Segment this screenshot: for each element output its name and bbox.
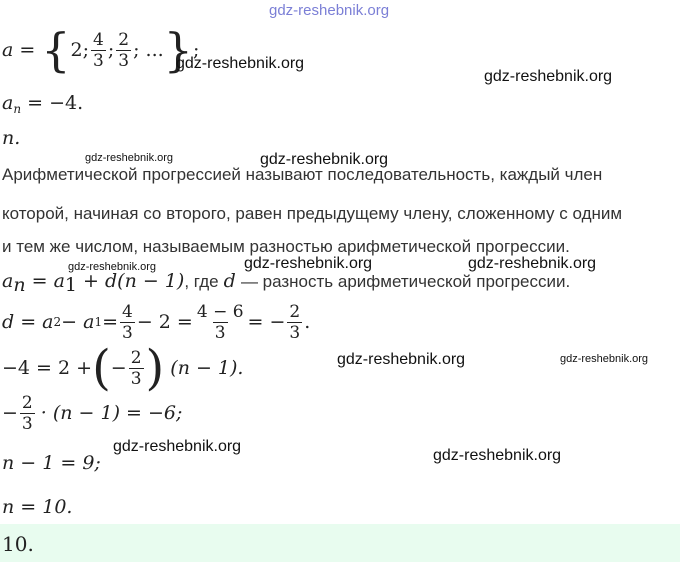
watermark-top: gdz-reshebnik.org (269, 2, 390, 19)
seq-term-3: $\frac{2}{3}$ (118, 29, 130, 71)
watermark: gdz-reshebnik.org (244, 255, 373, 272)
fraction: $\frac{4 - 6}{3}$ (196, 301, 244, 343)
watermark: gdz-reshebnik.org (484, 68, 613, 85)
definition-line-2: которой, начиная со второго, равен предыдущему члену, сложенному с одним (2, 204, 623, 223)
watermark: gdz-reshebnik.org (260, 151, 389, 168)
difference-calc: d = a 2 − a 1 = $\frac{4}{3}$ − 2 = $\frac{4 - 6}{3}$ = − $\frac{2}{3}$ . (2, 301, 311, 343)
watermark: gdz-reshebnik.org (176, 55, 305, 72)
watermark: gdz-reshebnik.org (337, 351, 466, 368)
general-formula: $a_n = a_1 + d(n - 1)$, где d — разность арифметической прогрессии. (2, 270, 571, 296)
left-brace: { (41, 23, 71, 77)
fraction: $\frac{2}{3}$ (130, 347, 142, 389)
fraction: $\frac{2}{3}$ (21, 392, 33, 434)
definition-line-3: и тем же числом, называемым разностью арифметической прогрессии. (2, 237, 570, 256)
an-value: $a_n = -4$. (2, 92, 84, 116)
seq-dots: ... (145, 39, 164, 61)
watermark: gdz-reshebnik.org (560, 353, 649, 365)
watermark: gdz-reshebnik.org (68, 261, 157, 273)
equation-step-3: n − 1 = 9; (2, 452, 101, 474)
equation-step-2: − $\frac{2}{3}$ · (n − 1) = −6; (2, 392, 183, 434)
find-n: n. (2, 127, 21, 149)
watermark: gdz-reshebnik.org (113, 438, 242, 455)
seq-var: a (2, 39, 14, 61)
sep: ; (107, 39, 115, 61)
fraction: $\frac{4}{3}$ (122, 301, 133, 343)
sequence-definition (2, 22, 199, 78)
equation-result: n = 10. (2, 496, 73, 518)
watermark: gdz-reshebnik.org (433, 447, 562, 464)
watermark: gdz-reshebnik.org (468, 255, 597, 272)
seq-equals: = (19, 39, 36, 61)
definition-line-1: Арифметической прогрессией называют последовательность, каждый член (2, 165, 603, 184)
sep: ; (133, 39, 146, 61)
seq-term-2: $\frac{4}{3}$ (93, 29, 104, 71)
equation-substitution: −4 = 2 + ( − $\frac{2}{3}$ ) (n − 1). (2, 340, 244, 396)
answer-band (0, 524, 680, 562)
seq-tail: ; (192, 39, 200, 61)
right-brace: } (163, 23, 193, 77)
fraction: $\frac{2}{3}$ (289, 301, 301, 343)
right-paren: ) (145, 340, 165, 396)
seq-term-1: 2; (70, 39, 90, 61)
left-paren: ( (92, 340, 111, 396)
answer: 10. (2, 532, 34, 556)
watermark: gdz-reshebnik.org (85, 152, 174, 164)
